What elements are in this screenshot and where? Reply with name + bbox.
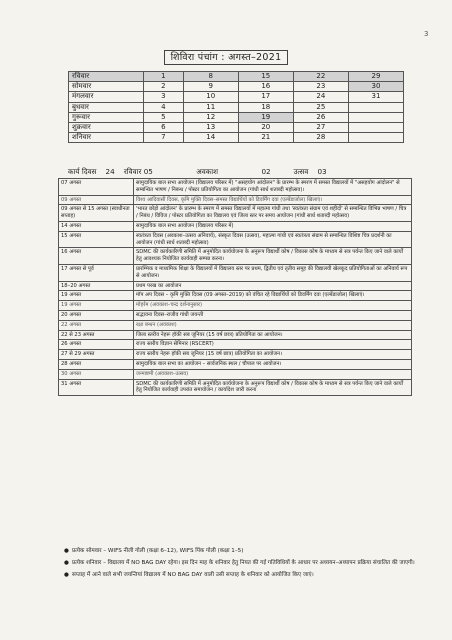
- note-item: [64, 560, 416, 568]
- calendar-row: [69, 72, 404, 82]
- calendar-date-cell: 17: [238, 92, 293, 102]
- calendar-day-name: शनिवार: [69, 133, 144, 143]
- working-days-summary: [68, 166, 404, 177]
- event-description: SDMC की कार्यकारिणी समिति में अनुमोदित कार्ययोजना के अनुरूप विद्यार्थी कोष / विकास कोष के माध्यम से सत्र पर्यन्त किए जाने वाले कार्यों हेतु आवश्यक नियोजित कार्यवाही सम्पन्न करना।: [134, 248, 412, 265]
- event-row: [59, 281, 412, 291]
- calendar-row: [69, 82, 404, 92]
- calendar-day-name: मंगलवार: [69, 92, 144, 102]
- calendar-date-cell: [348, 112, 403, 122]
- event-description: SDMC की कार्यकारिणी समिति में अनुमोदित कार्ययोजना के अनुरूप विद्यार्थी कोष / विकास कोष के माध्यम से सत्र पर्यन्त किए जाने वाले कार्यों हेतु नियोजित कार्यवाही उपरांत समायोजन / कार्यादेश जारी करना: [134, 379, 412, 396]
- event-description: प्रारम्भिक व माध्यमिक शिक्षा के विद्यालयों में विद्यालय स्तर पर प्रथम, द्वितीय एवं तृतीय समूह की विद्यालयी खेलकूद प्रतियोगिताओं का अनिवार्य रूप से आयोजन।: [134, 264, 412, 281]
- event-row: [59, 379, 412, 396]
- event-description: प्रथम परख का आयोजन: [134, 281, 412, 291]
- event-row: [59, 359, 412, 369]
- calendar-date-cell: 3: [144, 92, 184, 102]
- calendar-date-cell: 16: [238, 82, 293, 92]
- note-item: [64, 572, 416, 580]
- calendar-date-cell: [348, 122, 403, 132]
- bullet-icon: ●: [64, 571, 69, 578]
- event-date: 16 अगस्त: [59, 248, 134, 265]
- event-row: [59, 369, 412, 379]
- event-row: [59, 195, 412, 205]
- event-date: 07 अगस्त: [59, 179, 134, 196]
- events-table: [58, 178, 412, 396]
- event-date: 20 अगस्त: [59, 310, 134, 320]
- event-date: 19 अगस्त: [59, 291, 134, 301]
- event-row: [59, 301, 412, 311]
- event-date: 17 अगस्त से पूर्व: [59, 264, 134, 281]
- calendar-date-cell: 5: [144, 112, 184, 122]
- event-row: [59, 248, 412, 265]
- calendar-day-name: बुधवार: [69, 102, 144, 112]
- event-description: स्वतंत्रता दिवस (अवकाश–उत्सव अनिवार्य), संस्कृत दिवस (उत्सव), महात्मा गांधी एवं स्वतंत्रता संग्राम से सम्बन्धित विशिष्ट चित्र प्रदर्शनी का आयोजन (गांधी सार्ध शताब्दी महोत्सव): [134, 231, 412, 248]
- event-description: राज्य स्तरीय विज्ञान सेमिनार (RSCERT): [134, 340, 412, 350]
- calendar-date-cell: 31: [348, 92, 403, 102]
- event-row: [59, 264, 412, 281]
- bullet-icon: ●: [64, 559, 69, 566]
- holidays-count: 02: [261, 167, 271, 176]
- calendar-date-cell: 9: [183, 82, 238, 92]
- event-date: 18–20 अगस्त: [59, 281, 134, 291]
- calendar-date-cell: 28: [293, 133, 348, 143]
- event-description: राज्य स्तरीय नेहरू हॉकी सब जूनियर (15 वर्ष छात्र) प्रतियोगिता का आयोजन।: [134, 350, 412, 360]
- festival-label: उत्सव: [293, 166, 309, 176]
- calendar-date-cell: 27: [293, 122, 348, 132]
- event-row: [59, 221, 412, 231]
- notes-section: [64, 548, 416, 583]
- event-description: सामुदायिक बाल सभा का आयोजन – सार्वजनिक स्थल / चौपाल पर आयोजन।: [134, 359, 412, 369]
- calendar-date-cell: [348, 133, 403, 143]
- calendar-date-cell: 21: [238, 133, 293, 143]
- calendar-date-cell: 15: [238, 72, 293, 82]
- event-row: [59, 310, 412, 320]
- calendar-date-cell: 1: [144, 72, 184, 82]
- event-date: 30 अगस्त: [59, 369, 134, 379]
- calendar-date-cell: 6: [144, 122, 184, 132]
- calendar-row: [69, 133, 404, 143]
- calendar-date-cell: 14: [183, 133, 238, 143]
- calendar-date-cell: 7: [144, 133, 184, 143]
- calendar-date-cell: [348, 102, 403, 112]
- event-description: जिला स्तरीय नेहरू हॉकी सब जूनियर (15 वर्ष छात्र) प्रतियोगिता का आयोजन।: [134, 330, 412, 340]
- event-date: 22 अगस्त: [59, 320, 134, 330]
- calendar-date-cell: 22: [293, 72, 348, 82]
- event-row: [59, 350, 412, 360]
- note-text: प्रत्येक शनिवार – विद्यालय में NO BAG DAY रहेगा। इस दिन माह के शनिवार हेतु नियत की गई गतिविधियों के आधार पर अध्ययन–अध्यापन प्रक्रिया संचालित की जाएगी।: [72, 559, 415, 566]
- calendar-date-cell: 24: [293, 92, 348, 102]
- calendar-date-cell: 4: [144, 102, 184, 112]
- event-date: 26 अगस्त: [59, 340, 134, 350]
- bullet-icon: ●: [64, 548, 69, 554]
- event-row: [59, 179, 412, 196]
- holidays-label: अवकाश: [196, 166, 219, 176]
- calendar-row: [69, 112, 404, 122]
- event-row: [59, 330, 412, 340]
- event-date: 09 अगस्त से 15 अगस्त (स्वाधीनता सप्ताह): [59, 205, 134, 222]
- event-date: 15 अगस्त: [59, 231, 134, 248]
- calendar-date-cell: 26: [293, 112, 348, 122]
- sundays-count: रविवार 05: [123, 166, 153, 176]
- page-number: 3: [424, 30, 429, 38]
- title-text: शिविरा पंचांग : अगस्त–2021: [164, 50, 289, 65]
- event-description: सामुदायिक बाल सभा आयोजन (विद्यालय परिसर में) "असहयोग आंदोलन" के प्रारम्भ के स्मरण में समस्त विद्यालयों में "असहयोग आंदोलन" से सम्बन्धित भाषण / निबन्ध / पोस्टर प्रतियोगिता का आयोजन (गांधी सार्ध शताब्दी महोत्सव)।: [134, 179, 412, 196]
- event-description: सामुदायिक बाल सभा आयोजन (विद्यालय परिसर में): [134, 221, 412, 231]
- event-date: 19 अगस्त: [59, 301, 134, 311]
- festival-count: 03: [317, 167, 327, 176]
- event-row: [59, 340, 412, 350]
- calendar-row: [69, 122, 404, 132]
- calendar-date-cell: 23: [293, 82, 348, 92]
- calendar-row: [69, 92, 404, 102]
- event-date: 31 अगस्त: [59, 379, 134, 396]
- working-days-count: 24: [105, 167, 115, 176]
- working-days-label: कार्य दिवस: [68, 166, 97, 176]
- event-row: [59, 205, 412, 222]
- calendar-date-cell: 8: [183, 72, 238, 82]
- calendar-date-cell: 10: [183, 92, 238, 102]
- event-row: [59, 291, 412, 301]
- event-date: 14 अगस्त: [59, 221, 134, 231]
- event-date: 09 अगस्त: [59, 195, 134, 205]
- calendar-date-cell: 12: [183, 112, 238, 122]
- note-text: सप्ताह में आने वाले सभी जयन्तियां विद्यालय में NO BAG DAY वाली उसी सप्ताह के शनिवार को आयोजित किए जाएं।: [72, 571, 314, 578]
- calendar-date-cell: 20: [238, 122, 293, 132]
- event-row: [59, 320, 412, 330]
- calendar-date-cell: 25: [293, 102, 348, 112]
- event-description: 'भारत छोड़ो आंदोलन' के प्रारम्भ के स्मरण में समस्त विद्यालयों में महात्मा गांधी तथा 'स्वतंत्रता संग्राम एवं शहीदों' से सम्बन्धित विभिन्न भाषण / चित्र / निबंध / विविज / पोस्टर प्रतियोगिता का विद्यालय एवं जिला स्तर पर समय आयोजन (गांधी सार्ध शताब्दी महोत्सव): [134, 205, 412, 222]
- calendar-date-cell: 11: [183, 102, 238, 112]
- event-row: [59, 231, 412, 248]
- calendar-date-cell: 2: [144, 82, 184, 92]
- event-description: विश्व आदिवासी दिवस, कृमि मुक्ति दिवस–समस्त विद्यार्थियों को डिवर्मिंग दवा (एल्बेंडाजोल) खिलाएं।: [134, 195, 412, 205]
- calendar-date-cell: 18: [238, 102, 293, 112]
- page-title: [0, 50, 452, 63]
- calendar-row: [69, 102, 404, 112]
- calendar-date-cell: 19: [238, 112, 293, 122]
- calendar-date-cell: 13: [183, 122, 238, 132]
- event-date: 28 अगस्त: [59, 359, 134, 369]
- event-description: रक्षा बन्धन (अवकाश): [134, 320, 412, 330]
- event-description: सद्भावना दिवस–राजीव गांधी जयन्ती: [134, 310, 412, 320]
- calendar-date-cell: 30: [348, 82, 403, 92]
- event-description: मॉप अप दिवस – कृमि मुक्ति दिवस (09 अगस्त–2019) को वंचित रहे विद्यार्थियों को डिवर्मिंग दवा (एल्बेंडाजोल) खिलाएं।: [134, 291, 412, 301]
- note-text: प्रत्येक सोमवार – WIFS नीली गोली (कक्षा 6–12), WIFS पिंक गोली (कक्षा 1–5): [72, 548, 244, 554]
- calendar-date-cell: 29: [348, 72, 403, 82]
- calendar-table: [68, 71, 404, 143]
- note-item: [64, 548, 416, 556]
- calendar-day-name: गुरूवार: [69, 112, 144, 122]
- event-description: मोहर्रम (अवकाश–चन्द्र दर्शनानुसार): [134, 301, 412, 311]
- calendar-day-name: सोमवार: [69, 82, 144, 92]
- calendar-day-name: शुक्रवार: [69, 122, 144, 132]
- calendar-day-name: रविवार: [69, 72, 144, 82]
- event-description: जन्माष्टमी (अवकाश–उत्सव): [134, 369, 412, 379]
- event-date: 22 से 23 अगस्त: [59, 330, 134, 340]
- event-date: 27 से 29 अगस्त: [59, 350, 134, 360]
